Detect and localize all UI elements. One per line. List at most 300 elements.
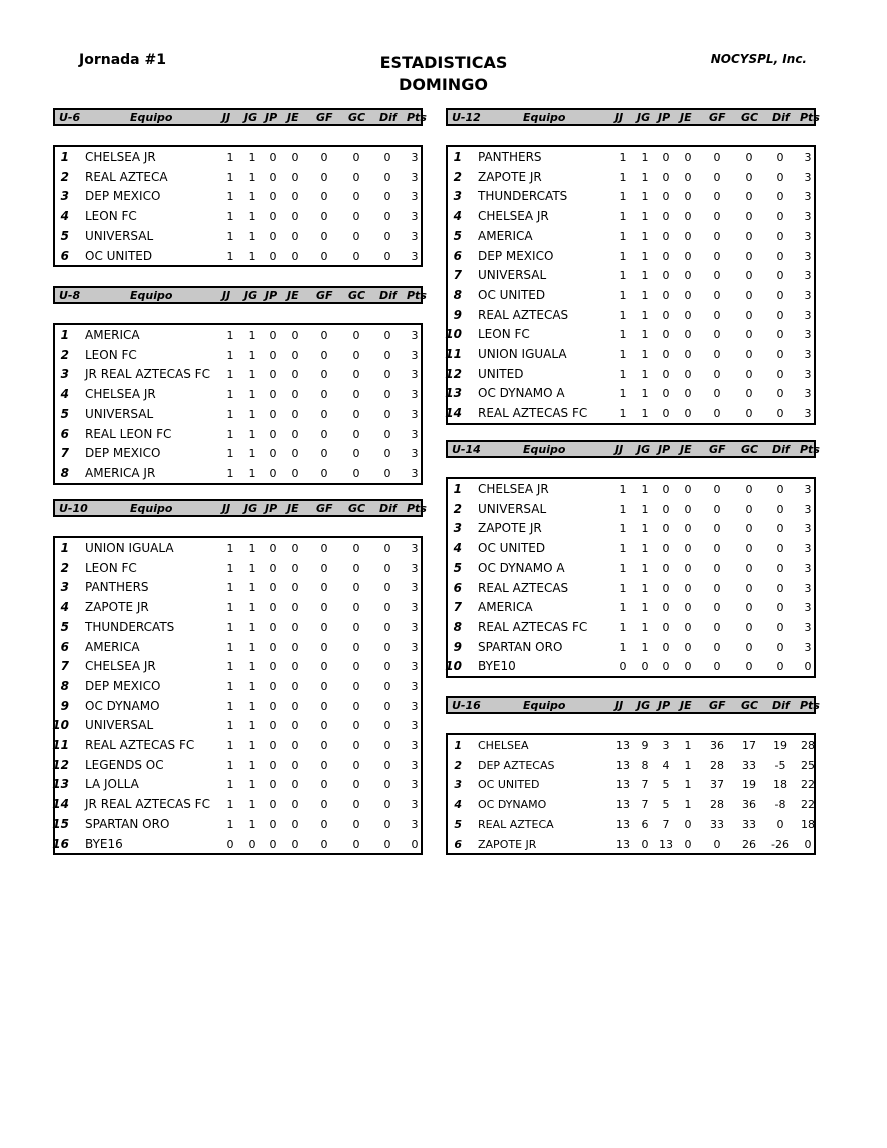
stat-gf: 0 [320,329,328,342]
stat-jp: 0 [269,190,277,204]
stat-dif: 18 [773,778,787,792]
stat-je: 0 [684,348,692,361]
stat-jg: 6 [641,817,649,831]
stat-pts: 3 [804,229,812,243]
rank: 14 [445,406,462,421]
rank: 4 [454,798,462,812]
stat-jg: 0 [641,660,649,674]
stat-jg: 1 [248,640,256,654]
stat-jj: 13 [616,778,630,792]
stat-jj: 1 [619,542,627,556]
team-name: REAL AZTECAS [478,307,569,322]
stat-dif: -8 [774,798,786,812]
team-name: JR REAL AZTECAS FC [85,797,210,812]
table-row [448,480,814,500]
stat-pts: 3 [804,328,812,342]
stat-dif: 0 [776,502,784,516]
column-header-jj: JJ [222,289,231,302]
column-header-jj: JJ [222,502,231,515]
stat-gc: 33 [742,758,756,772]
stat-jg: 1 [641,308,649,322]
stat-je: 0 [684,367,692,381]
column-header-gc: GC [348,289,366,302]
stat-je: 0 [291,798,299,812]
stat-dif: 0 [383,561,391,575]
stat-jg: 1 [248,581,256,595]
stat-dif: 0 [776,210,784,224]
stat-jj: 13 [616,739,630,752]
table-row [55,168,421,188]
table-row [448,835,814,855]
stat-jj: 1 [226,427,234,441]
stat-gc: 0 [352,817,360,831]
stat-jg: 1 [248,151,256,164]
stat-dif: 0 [776,328,784,342]
table-row [52,775,421,795]
stat-pts: 3 [804,387,812,401]
stat-dif: 0 [776,308,784,322]
table-row [448,500,814,520]
stat-jp: 0 [662,522,670,536]
stat-jp: 0 [269,427,277,441]
stat-je: 0 [291,229,299,243]
stat-gf: 0 [320,699,328,713]
team-name: DEP MEXICO [85,446,161,461]
stat-gc: 0 [352,699,360,713]
team-name: OC DYNAMO A [478,560,565,575]
stat-gf: 0 [713,522,721,536]
stat-jg: 1 [641,210,649,224]
stat-jp: 0 [662,288,670,302]
column-header-gf: GF [316,289,333,302]
stat-jp: 13 [659,837,673,851]
stat-jp: 0 [269,229,277,243]
column-header-gf: GF [709,443,726,456]
rank: 2 [453,169,462,184]
stat-gf: 0 [320,190,328,204]
column-header-je: JE [680,443,692,456]
column-header-gc: GC [348,502,366,515]
stat-dif: 0 [776,601,784,615]
team-name: DEP MEXICO [478,248,554,263]
stat-gf: 0 [320,542,328,555]
rank: 1 [453,150,462,164]
stat-gf: 0 [713,660,721,674]
stat-je: 0 [291,601,299,615]
table-row [52,795,421,815]
stat-gf: 0 [320,368,328,382]
stat-gc: 0 [352,640,360,654]
team-name: AMERICA [85,639,140,654]
stat-jp: 0 [662,348,670,361]
stat-je: 0 [684,249,692,263]
team-name: BYE10 [478,659,516,674]
stat-je: 0 [291,719,299,733]
stat-jp: 0 [269,679,277,693]
stat-jp: 0 [662,581,670,595]
column-header-jg: JG [637,699,651,712]
column-header-jj: JJ [615,443,624,456]
stat-jp: 0 [269,151,277,164]
stat-gc: 0 [745,151,753,164]
column-header-gc: GC [348,111,366,124]
stat-je: 0 [291,427,299,441]
stat-gc: 0 [745,601,753,615]
stat-dif: 0 [776,170,784,184]
column-header-dif: Dif [772,111,790,124]
table-row [55,464,421,484]
column-header-jp: JP [265,502,278,515]
stat-jj: 1 [226,542,234,555]
stat-jp: 0 [269,210,277,224]
stat-gf: 0 [320,679,328,693]
stat-gf: 0 [320,758,328,772]
stat-pts: 3 [411,581,419,595]
team-name: UNIVERSAL [478,268,547,283]
stat-jg: 1 [248,660,256,674]
rank: 9 [60,698,69,713]
division-label: U-16 [452,699,481,712]
rank: 2 [60,560,69,575]
stat-pts: 18 [801,817,815,831]
stat-jg: 1 [641,561,649,575]
stat-jj: 0 [619,660,627,674]
stat-dif: 0 [383,679,391,693]
stat-gc: 0 [745,210,753,224]
column-header-jj: JJ [615,111,624,124]
stat-je: 0 [291,170,299,184]
stat-jj: 1 [619,601,627,615]
stat-je: 0 [291,368,299,382]
table-row [445,404,814,424]
stat-dif: 0 [383,640,391,654]
table-header-u-12 [446,108,820,126]
rank: 9 [453,307,462,322]
stat-jj: 1 [226,561,234,575]
stat-pts: 3 [411,348,419,362]
stat-je: 0 [291,210,299,224]
stat-gc: 0 [745,387,753,401]
table-row [55,697,421,717]
table-row [448,187,814,207]
stat-gf: 28 [710,758,724,772]
stat-dif: 0 [383,620,391,634]
stat-pts: 0 [804,660,812,674]
rank: 13 [445,386,462,401]
stat-je: 1 [684,758,692,772]
column-header-jp: JP [658,699,671,712]
stat-jj: 1 [619,502,627,516]
stat-jg: 1 [641,522,649,536]
team-name: LEON FC [85,560,137,575]
stat-jp: 4 [662,758,670,772]
column-header-pts: Pts [800,699,820,712]
stat-je: 0 [684,660,692,674]
stat-jp: 0 [662,660,670,674]
table-row [448,559,814,579]
stat-pts: 3 [804,542,812,556]
table-row [445,365,814,385]
stat-gf: 0 [320,660,328,674]
stat-jp: 0 [269,348,277,362]
stat-jp: 0 [662,542,670,556]
stat-gc: 0 [745,640,753,654]
stat-jp: 0 [269,719,277,733]
stat-pts: 3 [411,407,419,421]
stat-jp: 0 [269,581,277,595]
rank: 1 [60,150,69,164]
rank: 2 [60,347,69,362]
stat-je: 0 [291,466,299,480]
table-row [55,207,421,227]
stat-dif: 0 [383,601,391,615]
table-row [55,405,421,425]
stat-gf: 0 [713,601,721,615]
stat-jj: 1 [226,699,234,713]
stat-pts: 3 [411,719,419,733]
stat-pts: 3 [804,522,812,536]
stat-jp: 0 [662,601,670,615]
stat-je: 0 [684,837,692,851]
stat-je: 0 [684,210,692,224]
stat-gf: 0 [320,229,328,243]
division-label: U-8 [59,289,81,302]
column-header-gf: GF [316,502,333,515]
stat-jg: 1 [248,699,256,713]
stat-je: 0 [684,483,692,496]
team-name: ZAPOTE JR [85,600,149,615]
column-header-je: JE [287,502,299,515]
stat-jj: 1 [226,249,234,263]
table-row [448,539,814,559]
stat-jg: 1 [248,329,256,342]
table-row [448,227,814,247]
column-header-dif: Dif [379,289,397,302]
stat-jg: 1 [641,348,649,361]
stat-jg: 1 [248,447,256,461]
stat-jg: 1 [248,407,256,421]
rank: 10 [445,327,462,342]
column-header-equipo: Equipo [130,289,173,302]
table-row [448,519,814,539]
stat-gf: 0 [713,837,721,851]
stat-jg: 1 [641,328,649,342]
stat-dif: 0 [776,151,784,164]
stat-jj: 1 [619,367,627,381]
stat-gc: 0 [352,407,360,421]
rank: 3 [60,189,69,204]
table-row [448,306,814,326]
stat-gc: 0 [745,229,753,243]
stat-jg: 1 [641,387,649,401]
stat-gc: 0 [745,328,753,342]
team-name: UNIVERSAL [85,228,154,243]
team-name: LEGENDS OC [85,757,164,772]
rank: 5 [453,228,462,243]
stat-gf: 0 [713,249,721,263]
rank: 1 [453,482,462,496]
stat-jp: 7 [662,817,670,831]
stat-gc: 0 [745,483,753,496]
stat-gc: 19 [742,778,756,792]
column-header-gf: GF [709,699,726,712]
rank: 3 [60,367,69,382]
stat-jg: 1 [641,151,649,164]
team-name: CHELSEA [478,739,529,752]
stat-jg: 1 [248,817,256,831]
team-name: OC DYNAMO A [478,386,565,401]
team-name: LA JOLLA [85,777,139,792]
rank: 4 [60,600,69,615]
stat-pts: 0 [804,837,812,851]
table-row [52,756,421,776]
stat-gf: 0 [320,817,328,831]
stat-gf: 0 [320,388,328,402]
stat-gf: 0 [320,798,328,812]
team-name: REAL AZTECA [85,169,168,184]
column-header-jj: JJ [615,699,624,712]
division-label: U-6 [59,111,81,124]
stat-je: 0 [684,328,692,342]
stat-je: 0 [684,542,692,556]
stat-jg: 1 [248,719,256,733]
stat-jg: 1 [641,170,649,184]
stat-dif: 19 [773,739,787,752]
stat-jj: 1 [226,466,234,480]
stat-gf: 0 [320,249,328,263]
rank: 6 [453,580,462,595]
team-name: AMERICA [85,328,140,342]
table-row [55,148,421,168]
column-header-jg: JG [244,502,258,515]
stat-gc: 0 [352,388,360,402]
stat-jp: 0 [662,328,670,342]
stat-jj: 13 [616,798,630,812]
stat-gf: 0 [713,190,721,204]
stat-jj: 1 [619,387,627,401]
stat-jj: 1 [226,719,234,733]
column-header-pts: Pts [407,111,427,124]
stat-gc: 0 [745,522,753,536]
column-header-jg: JG [244,289,258,302]
team-name: CHELSEA JR [478,209,549,224]
stat-pts: 3 [804,601,812,615]
stat-gc: 0 [745,581,753,595]
stat-jj: 1 [226,620,234,634]
stat-dif: 0 [776,483,784,496]
rank: 6 [454,837,462,851]
stat-je: 0 [684,817,692,831]
stat-pts: 0 [411,837,419,851]
stat-gf: 0 [320,447,328,461]
team-name: LEON FC [85,209,137,224]
team-name: PANTHERS [85,580,149,595]
stat-je: 0 [684,308,692,322]
rank: 4 [453,209,462,224]
rank: 8 [60,465,69,480]
stat-jj: 1 [619,288,627,302]
team-name: OC DYNAMO [478,798,547,812]
stat-jg: 1 [248,249,256,263]
stat-gc: 0 [745,620,753,634]
column-header-gf: GF [709,111,726,124]
page-subtitle: DOMINGO [399,75,488,94]
stat-pts: 3 [804,483,812,496]
team-name: REAL LEON FC [85,426,172,441]
stat-gf: 0 [713,151,721,164]
stat-jp: 0 [662,269,670,283]
stat-jg: 1 [248,170,256,184]
team-name: CHELSEA JR [85,150,156,164]
stat-gc: 0 [745,308,753,322]
stat-pts: 3 [411,368,419,382]
stat-gf: 0 [713,502,721,516]
stat-jg: 1 [248,739,256,752]
stat-gf: 0 [713,387,721,401]
team-name: JR REAL AZTECAS FC [85,367,210,382]
rank: 6 [453,248,462,263]
stat-je: 0 [684,620,692,634]
stat-gf: 0 [320,601,328,615]
stat-dif: 0 [383,170,391,184]
table-row [448,207,814,227]
team-name: PANTHERS [478,150,542,164]
stat-jp: 0 [269,388,277,402]
stat-je: 0 [291,190,299,204]
team-name: REAL AZTECAS FC [478,406,588,421]
column-header-jp: JP [265,289,278,302]
stat-jp: 0 [269,620,277,634]
stat-pts: 3 [804,269,812,283]
stat-jg: 1 [248,229,256,243]
table-row [55,657,421,677]
table-row [448,598,814,618]
rank: 5 [453,560,462,575]
stat-gf: 0 [320,427,328,441]
stat-jp: 0 [269,739,277,752]
team-name: SPARTAN ORO [478,639,563,654]
stat-jp: 0 [269,368,277,382]
stat-jg: 1 [248,368,256,382]
stat-dif: 0 [776,640,784,654]
stat-jp: 0 [662,387,670,401]
stat-jj: 1 [226,388,234,402]
stat-dif: 0 [383,249,391,263]
stat-jp: 0 [662,367,670,381]
stat-je: 0 [684,387,692,401]
stat-jp: 0 [662,407,670,421]
rank: 12 [52,757,69,772]
stat-dif: 0 [383,368,391,382]
stat-gf: 36 [710,739,724,752]
stat-jj: 1 [226,329,234,342]
stat-je: 0 [684,581,692,595]
stat-gc: 0 [352,190,360,204]
stat-pts: 3 [411,427,419,441]
rank: 13 [52,777,69,792]
stat-je: 0 [684,407,692,421]
stat-je: 0 [291,561,299,575]
rank: 8 [453,619,462,634]
stat-jp: 0 [269,407,277,421]
stat-jp: 0 [662,640,670,654]
stat-gf: 0 [320,581,328,595]
stat-jj: 1 [226,210,234,224]
team-name: ZAPOTE JR [478,169,542,184]
rank: 2 [60,169,69,184]
stat-jj: 1 [619,620,627,634]
team-name: SPARTAN ORO [85,816,170,831]
